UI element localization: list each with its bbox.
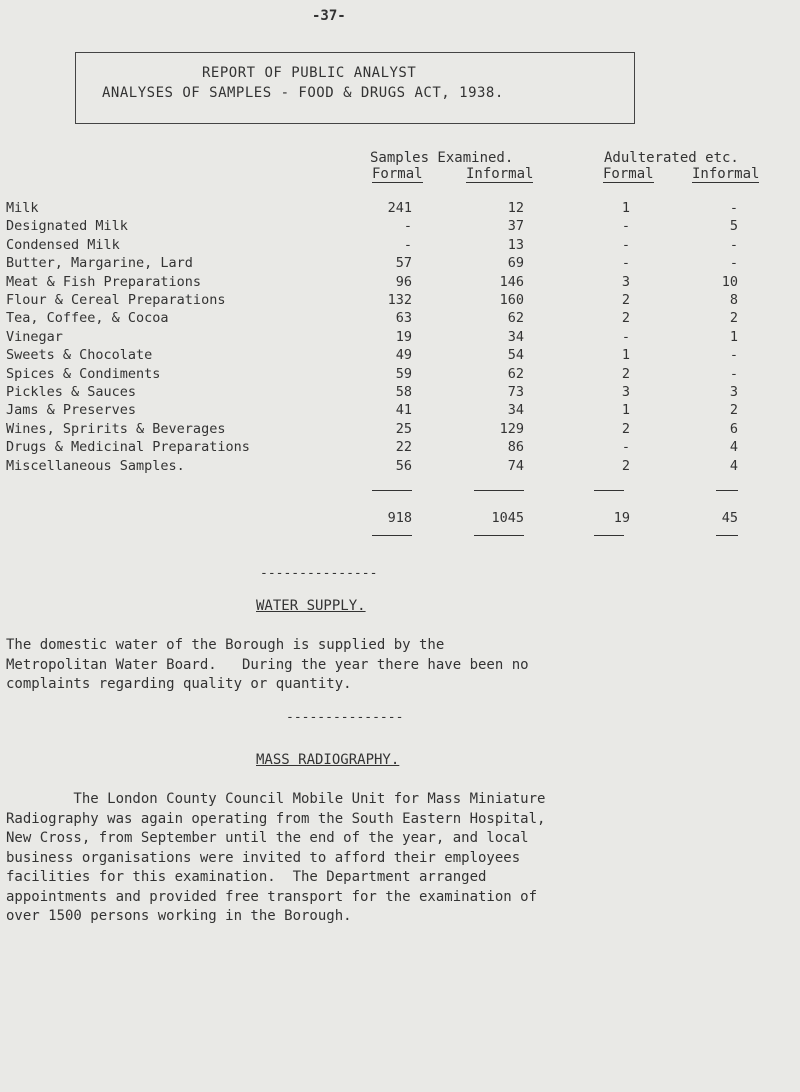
row-label: Wines, Spririts & Beverages (6, 420, 226, 437)
cell-formal-adulterated: 2 (621, 292, 630, 308)
table-row (0, 200, 800, 218)
row-label: Meat & Fish Preparations (6, 273, 202, 290)
report-title-line2: ANALYSES OF SAMPLES - FOOD & DRUGS ACT, 1938. (102, 85, 504, 101)
cell-formal-adulterated: - (621, 218, 630, 235)
cell-formal-examined: - (403, 236, 412, 253)
sum-rule-1 (372, 490, 412, 491)
table-row (0, 439, 800, 457)
separator-1: --------------- (260, 566, 378, 581)
cell-formal-examined: 19 (395, 328, 412, 345)
cell-informal-examined: 74 (507, 457, 524, 474)
cell-formal-adulterated: - (621, 328, 630, 345)
cell-formal-examined: 25 (395, 420, 412, 437)
cell-formal-adulterated: 1 (621, 402, 630, 419)
report-title-line1: REPORT OF PUBLIC ANALYST (202, 65, 417, 81)
cell-informal-adulterated: 4 (729, 457, 738, 474)
cell-informal-adulterated: - (729, 255, 738, 272)
samples-examined-header: Samples Examined. (370, 150, 514, 166)
row-label: Milk (6, 200, 39, 216)
table-row (0, 292, 800, 310)
row-label: Drugs & Medicinal Preparations (6, 439, 250, 456)
cell-informal-adulterated: 10 (721, 273, 738, 290)
row-label: Designated Milk (6, 218, 128, 235)
row-label: Butter, Margarine, Lard (6, 255, 193, 272)
cell-informal-adulterated: 2 (729, 402, 738, 419)
cell-formal-examined: 63 (395, 310, 412, 327)
separator-2: --------------- (286, 710, 404, 725)
cell-formal-adulterated: 3 (621, 384, 630, 400)
cell-formal-examined: 58 (395, 384, 412, 400)
cell-informal-examined: 129 (499, 420, 524, 437)
cell-formal-examined: 49 (395, 347, 412, 364)
cell-informal-examined: 34 (507, 328, 524, 345)
row-label: Pickles & Sauces (6, 384, 137, 400)
adulterated-header: Adulterated etc. (604, 150, 739, 166)
cell-informal-adulterated: 8 (729, 292, 738, 308)
row-label: Vinegar (6, 328, 63, 345)
table-row (0, 329, 800, 347)
table-row (0, 274, 800, 292)
cell-informal-adulterated: - (729, 365, 738, 382)
cell-informal-examined: 69 (507, 255, 524, 272)
cell-formal-adulterated: 3 (621, 273, 630, 290)
cell-formal-examined: 22 (395, 439, 412, 456)
cell-formal-examined: 96 (395, 273, 412, 290)
cell-formal-examined: 59 (395, 365, 412, 382)
total-informal-examined: 1045 (491, 510, 524, 526)
cell-informal-examined: 34 (507, 402, 524, 419)
sum-rule-4 (716, 490, 738, 491)
cell-informal-examined: 62 (507, 310, 524, 327)
cell-formal-adulterated: - (621, 255, 630, 272)
cell-informal-examined: 12 (507, 200, 524, 216)
cell-informal-examined: 73 (507, 384, 524, 400)
table-row (0, 310, 800, 328)
row-label: Spices & Condiments (6, 365, 161, 382)
row-label: Tea, Coffee, & Cocoa (6, 310, 169, 327)
cell-informal-adulterated: - (729, 236, 738, 253)
cell-informal-adulterated: - (729, 200, 738, 216)
report-title-box (75, 52, 635, 124)
cell-formal-adulterated: 2 (621, 310, 630, 327)
row-label: Miscellaneous Samples. (6, 457, 185, 474)
table-row (0, 218, 800, 236)
cell-formal-adulterated: 2 (621, 420, 630, 437)
table-row (0, 366, 800, 384)
cell-informal-examined: 146 (499, 273, 524, 290)
cell-informal-adulterated: 4 (729, 439, 738, 456)
cell-formal-examined: 41 (395, 402, 412, 419)
page-number: -37- (312, 8, 346, 24)
row-label: Jams & Preserves (6, 402, 137, 419)
cell-formal-examined: 241 (387, 200, 412, 216)
total-informal-adulterated: 45 (721, 510, 738, 526)
row-label: Flour & Cereal Preparations (6, 292, 226, 308)
cell-informal-examined: 37 (507, 218, 524, 235)
cell-informal-examined: 54 (507, 347, 524, 364)
cell-informal-examined: 62 (507, 365, 524, 382)
cell-formal-examined: 57 (395, 255, 412, 272)
cell-formal-adulterated: 2 (621, 365, 630, 382)
informal-header-examined: Informal (466, 166, 534, 182)
mass-radiography-text: The London County Council Mobile Unit for Mass Miniature Radiography was again operating from the South Eastern Hospital, New Cross, from September until the end of the year, and local business organisations were invited to afford their employees facilities for this examination. The Department arranged appointments and provided free transport for the examination of over 1500 persons working in the Borough. (6, 791, 546, 924)
table-row (0, 255, 800, 273)
row-label: Sweets & Chocolate (6, 347, 153, 364)
formal-header-adulterated: Formal (603, 166, 654, 182)
cell-informal-adulterated: 5 (729, 218, 738, 235)
cell-formal-adulterated: - (621, 439, 630, 456)
sum-rule-3 (594, 490, 624, 491)
cell-informal-adulterated: 1 (729, 328, 738, 345)
cell-informal-adulterated: 3 (729, 384, 738, 400)
cell-informal-examined: 86 (507, 439, 524, 456)
water-supply-heading: WATER SUPPLY. (256, 598, 366, 614)
total-rule-2 (474, 535, 524, 536)
cell-informal-adulterated: - (729, 347, 738, 364)
cell-formal-adulterated: - (621, 236, 630, 253)
cell-formal-adulterated: 1 (621, 200, 630, 216)
cell-formal-adulterated: 2 (621, 457, 630, 474)
row-label: Condensed Milk (6, 236, 120, 253)
total-formal-examined: 918 (387, 510, 412, 526)
cell-informal-examined: 160 (499, 292, 524, 308)
cell-formal-examined: 132 (387, 292, 412, 308)
cell-informal-examined: 13 (507, 236, 524, 253)
water-supply-text: The domestic water of the Borough is supplied by the Metropolitan Water Board. During the year there have been no complaints regarding quality or quantity. (6, 637, 529, 692)
cell-informal-adulterated: 6 (729, 420, 738, 437)
cell-formal-adulterated: 1 (621, 347, 630, 364)
cell-formal-examined: - (403, 218, 412, 235)
cell-informal-adulterated: 2 (729, 310, 738, 327)
formal-header-examined: Formal (372, 166, 423, 182)
totals-row (0, 510, 800, 530)
total-rule-1 (372, 535, 412, 536)
sum-rule-2 (474, 490, 524, 491)
total-rule-4 (716, 535, 738, 536)
table-row (0, 237, 800, 255)
informal-header-adulterated: Informal (692, 166, 760, 182)
table-row (0, 421, 800, 439)
table-row (0, 402, 800, 420)
mass-radiography-heading: MASS RADIOGRAPHY. (256, 752, 400, 768)
table-row (0, 347, 800, 365)
cell-formal-examined: 56 (395, 457, 412, 474)
table-row (0, 384, 800, 402)
total-rule-3 (594, 535, 624, 536)
table-row (0, 458, 800, 476)
total-formal-adulterated: 19 (613, 510, 630, 526)
